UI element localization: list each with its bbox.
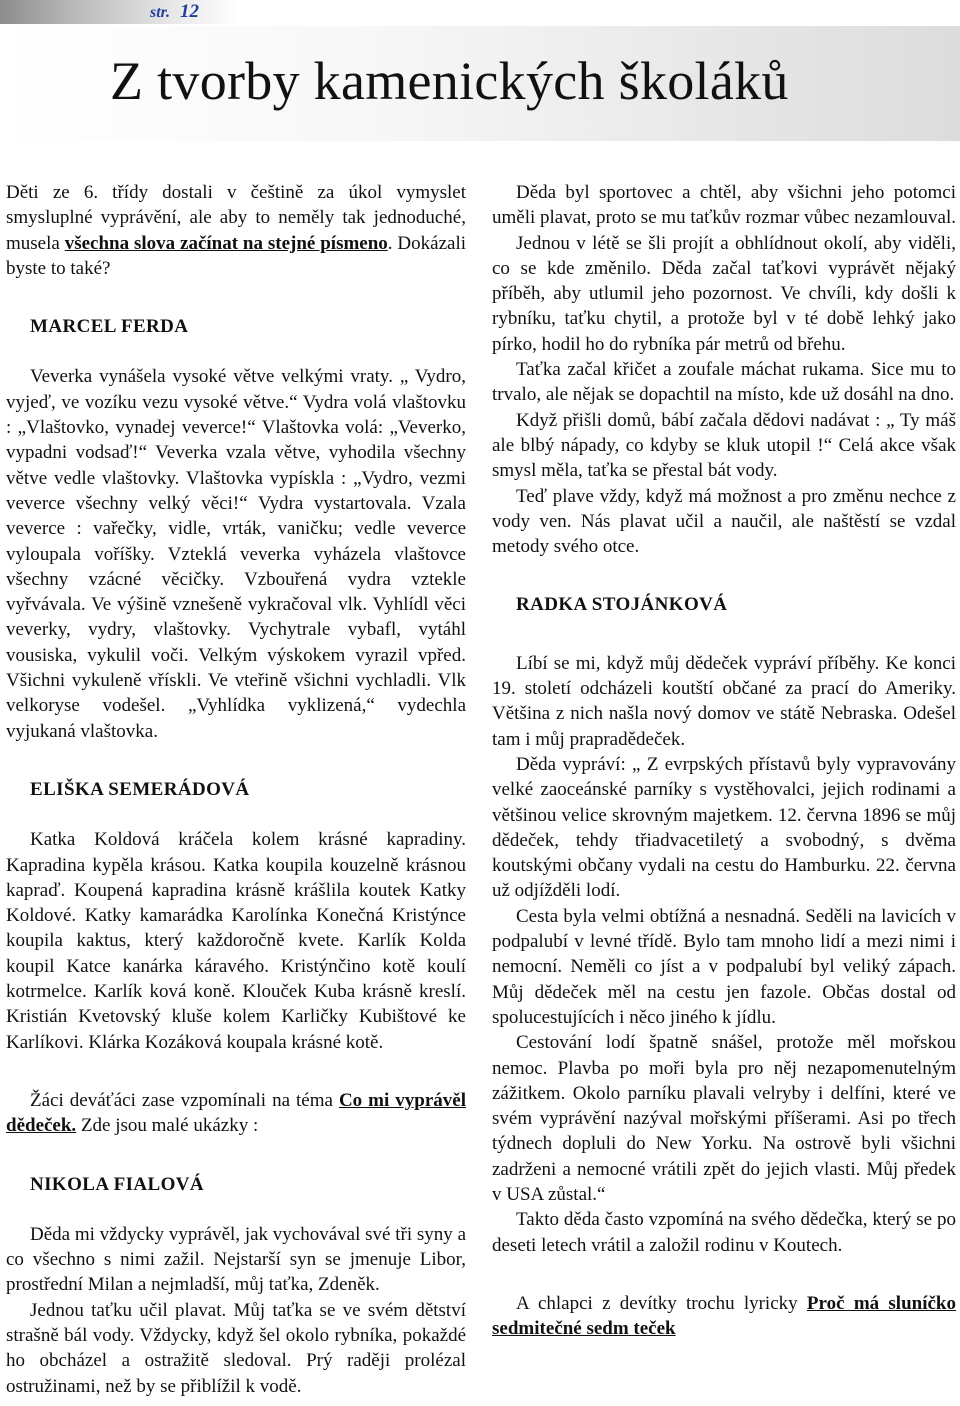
right-column: [492, 180, 956, 1341]
radka-paragraph-3: Cesta byla velmi obtížná a nesnadná. Seděli na lavicích v podpalubí v levné třídě. Bylo tam mnoho lidí a mezi nimi i nemocní. Neměli co jíst a v podpalubí byl veliký zápach. Můj dědeček měl na cestu jen fazole. Občas dostal od spolucestujících i něco jiného k jídlu.: [492, 905, 956, 1028]
outro-topic: Proč má sluníčko sedmitečné sedm teček: [492, 1292, 956, 1340]
radka-paragraph-1: Líbí se mi, když můj dědeček vypráví příběhy. Ke konci 19. století odcházeli koutští občané za prací do Ameriky. Většina z nich našla nový domov ve státě Nebraska. Odešel tam i můj prapradědeček.: [492, 652, 956, 750]
page-number-tab: [0, 0, 240, 24]
outro-paragraph: [492, 1291, 956, 1342]
page-title: Z tvorby kamenických školáků: [110, 51, 789, 111]
intro-text: Děti ze 6. třídy dostali v češtině za úkol vymyslet smysluplné vyprávění, ale aby to neměly tak jednoduché, musela: [6, 182, 466, 254]
radka-paragraph-2: Děda vypráví: „ Z evrpských přístavů byly vypravovány velké zaoceánské parníky s vystěhovalci, jejich rodinami a většinou velice skrovným majetkem. 12. června 1896 se můj dědeček, tehdy třiadvacetiletý a svobodný, s dvěma koutskými občany vydali na cestu do Hamburku. 22. června už odjížděli lodí.: [492, 753, 956, 902]
page-label: str.: [150, 4, 171, 21]
outro-text: A chlapci z devítky trochu lyricky: [516, 1292, 807, 1314]
section-heading-nikola: NIKOLA FIALOVÁ: [30, 1173, 204, 1195]
ninth-text: Žáci deváťáci zase vzpomínali na téma: [30, 1089, 339, 1111]
marcel-story: Veverka vynášela vysoké větve velkými vraty. „ Vydro, vyjeď, ve vozíku vezu vysoké větve.“ Vydra volá vlaštovku : „Vlaštovko, vynadej veverce!“ Vlaštovka volá: „Veverko, vypadni vodsaď!“ Veverka vzala větve, vyhodila všechny větve vedle vlaštovky. Vlaštovka vypískla : „Vydro, vezmi veverce všechny velký věci!“ Vydra vystartovala. Vzala veverce : vařečky, vidle, vrták, vaničku; vedle veverce vyloupala voříšky. Vzteklá veverka vyházela vlaštovce všechny vzácné věcičky. Vzbouřená vydra vztekle vyřvávala. Ve výšině vznešeně vykračoval vlk. Vyhlídl věci veverky, vydry, vlaštovky. Vychytrale vybafl, vytáhl vousiska, vykulil voči. Velkým výskokem vyrazil vpřed. Všichni vykuleně vřískli. Ve vteřině všichni vychladli. Vlk velkoryse vodešel. „Vyhlídka vyklizená,“ vydechla vyjukaná vlaštovka.: [6, 366, 466, 742]
ninth-text-end: Zde jsou malé ukázky :: [76, 1115, 259, 1137]
section-heading-marcel: MARCEL FERDA: [30, 316, 189, 338]
nikola-paragraph-1: Děda mi vždycky vyprávěl, jak vychovával své tři syny a co všechno s nimi zažil. Nejstarší syn se jmenuje Libor, prostřední Milan a nejmladší, můj taťka, Zdeněk.: [6, 1223, 466, 1296]
intro-emphasis: všechna slova začínat na stejné písmeno: [64, 232, 388, 254]
nikola-paragraph-4: Jednou v létě se šli projít a obhlídnout okolí, aby viděli, co se kde změnilo. Děda začal taťkovi vyprávět nějaký příběh, aby utlumil jeho pozornost. Ve chvíli, kdy došli k rybníku, taťku chytil, a protože byl v té době lehký jako pírko, hodil ho do rybníka pár metrů od břehu.: [492, 232, 956, 355]
eliska-story: Katka Koldová kráčela kolem krásné kapradiny. Kapradina kypěla krásou. Katka koupila kouzelně krásnou kapraď. Koupená kapradina krásně krášlila koutek Katky Koldové. Katky kamarádka Karolínka Konečná Kristýnce koupila kaktus, který každoročně kvete. Karlík Kolda koupil Katce kanárka káravého. Kristýnčino kotě koulí kotrmelce. Karlík ková koně. Klouček Kuba krásně kreslí. Kristián Kvetovský kluše kolem Karličky Kubištové ke Karlíkovi. Klárka Kozáková koupala krásné kotě.: [6, 829, 466, 1053]
nikola-paragraph-7: Teď plave vždy, když má možnost a pro změnu nechce z vody ven. Nás plavat učil a naučil, ale naštěstí se vzdal metody svého otce.: [492, 485, 956, 558]
nikola-paragraph-5: Taťka začal křičet a zoufale máchat rukama. Sice mu to trvalo, ale nějak se dopachtil na místo, kde už dosáhl na dno.: [492, 359, 956, 406]
nikola-paragraph-2: Jednou taťku učil plavat. Můj taťka se ve svém dětství strašně bál vody. Vždycky, když šel okolo rybníka, pokaždé ho obcházel a ostražitě sledoval. Prý raději prolézal ostružinami, než by se přiblížil k vodě.: [6, 1299, 466, 1397]
nikola-paragraph-6: Když přišli domů, bábí začala dědovi nadávat : „ Ty máš ale blbý nápady, co kdyby se kluk utopil !“ Celá akce však smysl měla, taťka se přestal bát vody.: [492, 409, 956, 482]
ninth-grade-intro: [6, 1088, 466, 1139]
section-heading-eliska: ELIŠKA SEMERÁDOVÁ: [30, 778, 250, 800]
radka-paragraph-5: Takto děda často vzpomíná na svého dědečka, který se po deseti letech vrátil a založil rodinu v Koutech.: [492, 1209, 956, 1256]
nikola-paragraph-3: Děda byl sportovec a chtěl, aby všichni jeho potomci uměli plavat, proto se mu taťkův rozmar vůbec nezamlouval.: [492, 182, 956, 229]
ninth-topic: Co mi vyprávěl dědeček.: [6, 1089, 466, 1137]
page-number: [150, 1, 199, 23]
intro-paragraph: [6, 180, 466, 281]
intro-text-end: . Dokázali byste to také?: [6, 232, 466, 279]
left-column: [6, 180, 466, 1399]
page-number-value: 12: [180, 1, 200, 22]
radka-paragraph-4: Cestování lodí špatně snášel, protože měl mořskou nemoc. Plavba po moři byla pro něj nezapomenutelným zážitkem. Okolo parníku plavali velryby i delfíni, které ve svém vyprávění nazýval mořskými příšerami. Asi po třech týdnech dopluli do New Yorku. Na ostrově byli všichni zadrženi a nemocné vrátili zpět do jejich vlasti. Můj předek v USA zůstal.“: [492, 1032, 956, 1205]
title-band: [0, 26, 960, 141]
section-heading-radka: RADKA STOJÁNKOVÁ: [516, 594, 728, 616]
